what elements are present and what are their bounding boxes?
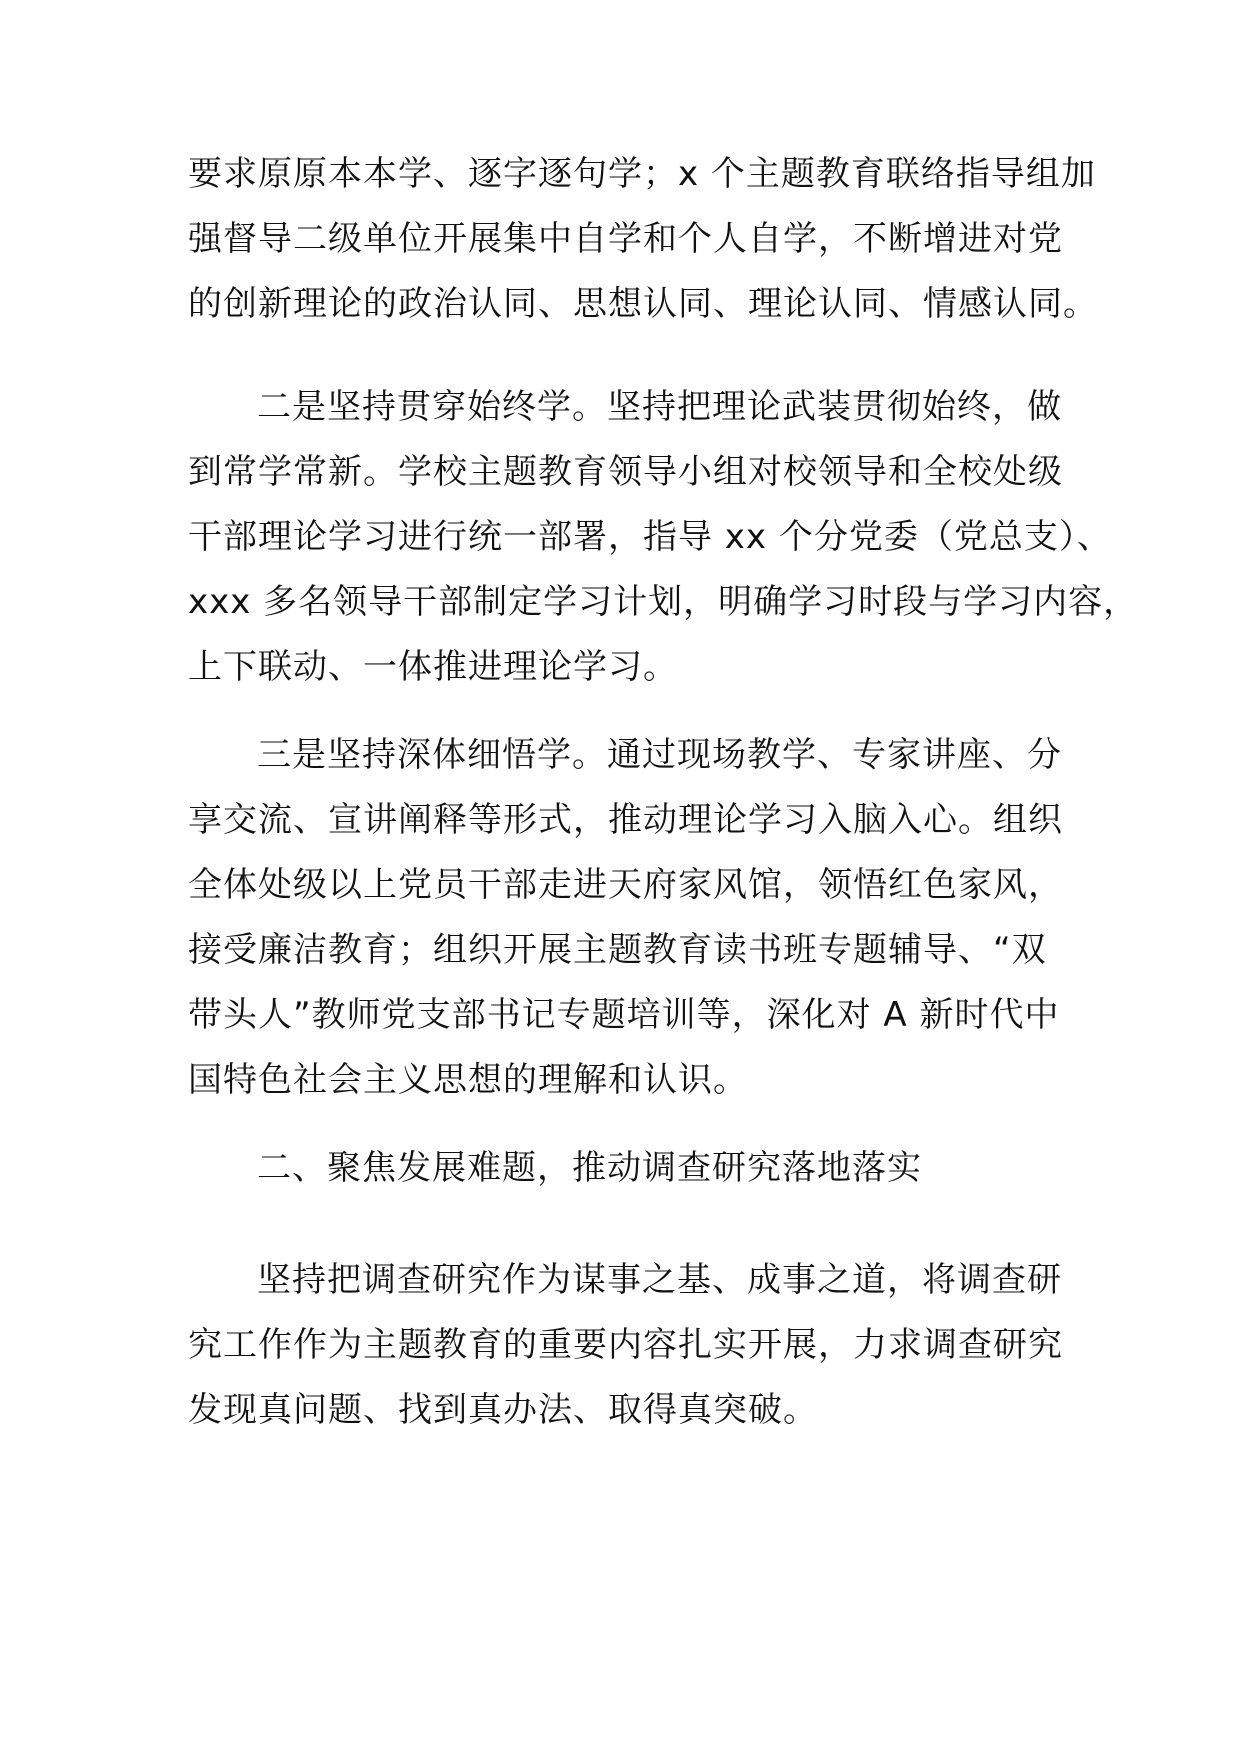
text-line: 坚持把调查研究作为谋事之基、成事之道，将调查研 [257,1260,1062,1300]
text-line: xxx 多名领导干部制定学习计划，明确学习时段与学习内容， [188,582,1139,622]
section-heading [188,1136,1068,1201]
text-line: 三是坚持深体细悟学。通过现场教学、专家讲座、分 [257,735,1062,775]
text-line: 上下联动、一体推进理论学习。 [188,647,678,687]
text-line: 要求原原本本学、逐字逐句学；x 个主题教育联络指导组加 [188,154,1096,194]
text-line: 究工作作为主题教育的重要内容扎实开展，力求调查研究 [188,1325,1063,1365]
text-line: 接受廉洁教育；组织开展主题教育读书班专题辅导、“双 [188,930,1047,970]
text-line: 强督导二级单位开展集中自学和个人自学，不断增进对党 [188,219,1063,259]
text-line: 二、聚焦发展难题，推动调查研究落地落实 [257,1148,922,1188]
text-line: 的创新理论的政治认同、思想认同、理论认同、情感认同。 [188,284,1098,324]
paragraph-deep-study [188,723,1068,1113]
text-line: 国特色社会主义思想的理解和认识。 [188,1060,748,1100]
text-line: 二是坚持贯穿始终学。坚持把理论武装贯彻始终，做 [257,387,1062,427]
paragraph-continuous-study [188,375,1139,700]
text-line: 干部理论学习进行统一部署，指导 xx 个分党委（党总支）、 [188,517,1112,557]
text-line: 发现真问题、找到真办法、取得真突破。 [188,1390,818,1430]
text-line: 享交流、宣讲阐释等形式，推动理论学习入脑入心。组织 [188,800,1063,840]
text-line: 带头人”教师党支部书记专题培训等，深化对 A 新时代中 [188,995,1060,1035]
text-line: 到常学常新。学校主题教育领导小组对校领导和全校处级 [188,452,1063,492]
paragraph-study-requirements [188,142,1098,337]
text-line: 全体处级以上党员干部走进天府家风馆，领悟红色家风， [188,865,1063,905]
paragraph-research [188,1248,1068,1443]
